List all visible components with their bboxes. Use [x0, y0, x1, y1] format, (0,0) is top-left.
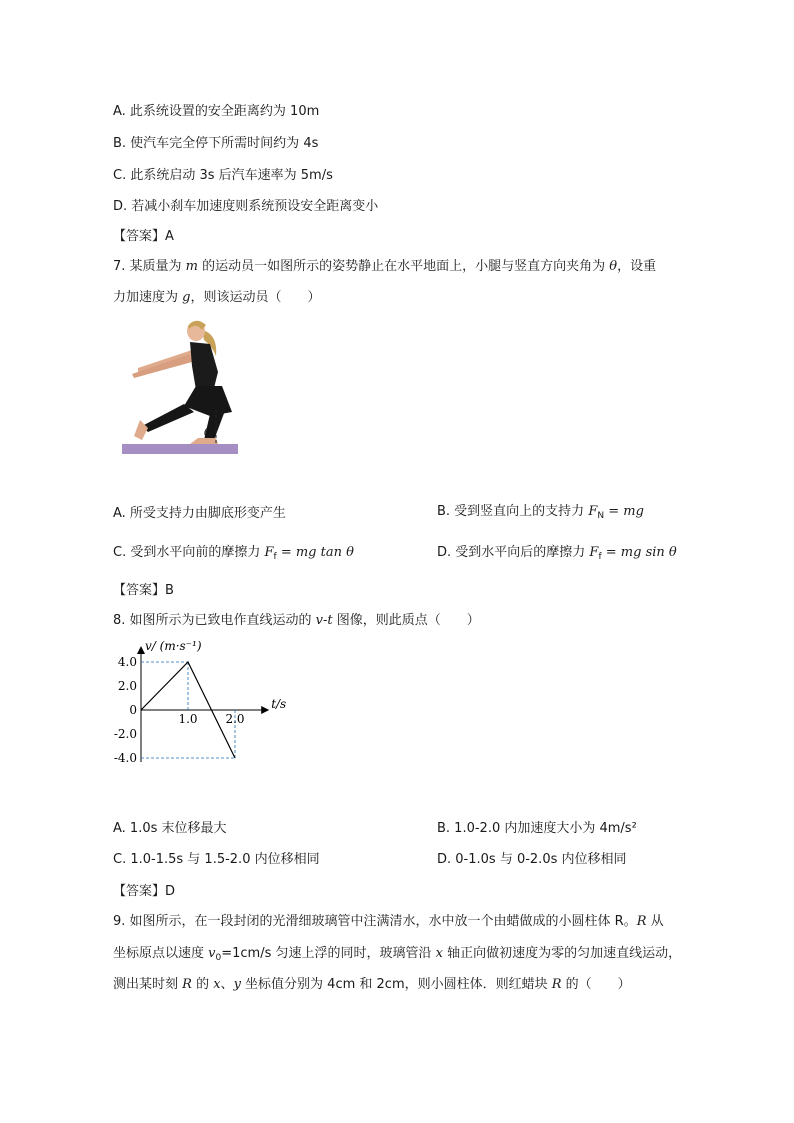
- q9-var-v: v: [208, 946, 216, 961]
- q7-option-a: A. 所受支持力由脚底形变产生: [113, 506, 286, 521]
- answer-label: 【答案】: [113, 583, 166, 598]
- q8-stem-text: 8. 如图所示为已致电作直线运动的: [113, 613, 316, 628]
- y-tick-label: -4.0: [113, 751, 137, 765]
- q8-option-c: C. 1.0-1.5s 与 1.5-2.0 内位移相同: [113, 852, 320, 867]
- q7-option-d: [437, 544, 677, 566]
- q9-text: 、: [220, 977, 234, 992]
- q7-stem-text: 7. 某质量为: [113, 259, 186, 274]
- q9-line3: [113, 976, 631, 994]
- option-text: C. 受到水平向前的摩擦力: [113, 545, 265, 560]
- q7-var-g: g: [182, 290, 191, 305]
- q8-answer: [113, 883, 175, 901]
- force-subscript: N: [597, 511, 605, 521]
- q7-option-c: [113, 544, 354, 566]
- q9-var-x: x: [213, 977, 221, 992]
- q7-stem-text: 力加速度为: [113, 290, 183, 305]
- q9-var-y: y: [233, 977, 241, 992]
- y-tick-label: 4.0: [117, 655, 137, 669]
- q9-line1: [113, 913, 664, 931]
- y-tick-label: 2.0: [117, 679, 137, 693]
- athlete-figure: [118, 316, 242, 458]
- q8-option-b: B. 1.0-2.0 内加速度大小为 4m/s²: [437, 821, 637, 836]
- formula-rhs: = mg tan θ: [276, 545, 354, 560]
- q9-text: 从: [646, 914, 664, 929]
- q9-text: 的（ ）: [561, 977, 631, 992]
- q6-option-a: A. 此系统设置的安全距离约为 10m: [113, 104, 320, 119]
- option-text: D. 受到水平向后的摩擦力: [437, 545, 590, 560]
- answer-value: A: [165, 229, 174, 244]
- athlete-extended-leg: [142, 404, 194, 432]
- x-tick-label: 1.0: [178, 712, 198, 726]
- y-tick-label: -2.0: [113, 727, 137, 741]
- q9-text: 坐标原点以速度: [113, 946, 209, 961]
- q9-text: =1cm/s 匀速上浮的同时，玻璃管沿: [221, 946, 436, 961]
- vt-chart: [108, 636, 308, 776]
- q7-stem-line2: [113, 289, 320, 307]
- q8-vt: v-t: [315, 613, 333, 628]
- q9-text: 9. 如图所示，在一段封闭的光滑细玻璃管中注满清水，水中放一个由蜡做成的小圆柱体 R。: [113, 914, 637, 929]
- q9-var-R: R: [551, 977, 562, 992]
- q6-option-b: B. 使汽车完全停下所需时间约为 4s: [113, 136, 319, 151]
- q7-stem-text: ，设重: [617, 259, 657, 274]
- q7-answer: [113, 582, 174, 600]
- theta-label: θ: [204, 428, 211, 439]
- q8-option-d: D. 0-1.0s 与 0-2.0s 内位移相同: [437, 852, 627, 867]
- answer-value: B: [165, 583, 174, 598]
- q7-var-theta: θ: [609, 259, 618, 274]
- floor-mat: [122, 444, 238, 454]
- x-tick-label: 2.0: [225, 712, 245, 726]
- answer-label: 【答案】: [113, 884, 166, 899]
- q7-var-m: m: [185, 259, 198, 274]
- x-axis-label: t/s: [271, 697, 287, 711]
- q8-stem-text: 图像，则此质点（ ）: [332, 613, 480, 628]
- q6-answer: [113, 228, 174, 246]
- force-symbol: F: [588, 504, 598, 519]
- q9-var-R: R: [182, 977, 192, 992]
- q9-var-x: x: [435, 946, 443, 961]
- q9-text: 的: [191, 977, 214, 992]
- force-symbol: F: [589, 545, 599, 560]
- q7-stem-text: ，则该运动员（ ）: [190, 290, 321, 305]
- q9-text: 测出某时刻: [113, 977, 183, 992]
- q7-stem-text: 的运动员一如图所示的姿势静止在水平地面上，小腿与竖直方向夹角为: [198, 259, 610, 274]
- q6-option-c: C. 此系统启动 3s 后汽车速率为 5m/s: [113, 168, 333, 183]
- q7-option-b: [437, 503, 644, 525]
- answer-label: 【答案】: [113, 229, 166, 244]
- force-subscript: f: [598, 552, 602, 562]
- y-axis-label: v/ (m·s⁻¹): [145, 639, 202, 653]
- q8-option-a: A. 1.0s 末位移最大: [113, 821, 227, 836]
- formula-rhs: = mg sin θ: [601, 545, 677, 560]
- y-tick-label: 0: [129, 703, 137, 717]
- q9-text: 轴正向做初速度为零的匀加速直线运动，: [442, 946, 682, 961]
- q9-sub-0: 0: [215, 953, 222, 963]
- formula-rhs: = mg: [604, 504, 644, 519]
- force-symbol: F: [264, 545, 274, 560]
- q6-option-d: D. 若减小刹车加速度则系统预设安全距离变小: [113, 199, 379, 214]
- q9-var-R: R: [636, 914, 647, 929]
- q9-line2: [113, 945, 681, 967]
- q8-stem: [113, 612, 480, 630]
- force-subscript: f: [273, 552, 277, 562]
- q7-stem-line1: [113, 258, 656, 276]
- option-text: B. 受到竖直向上的支持力: [437, 504, 589, 519]
- q9-text: 坐标值分别为 4cm 和 2cm，则小圆柱体．则红蜡块: [240, 977, 552, 992]
- answer-value: D: [165, 884, 176, 899]
